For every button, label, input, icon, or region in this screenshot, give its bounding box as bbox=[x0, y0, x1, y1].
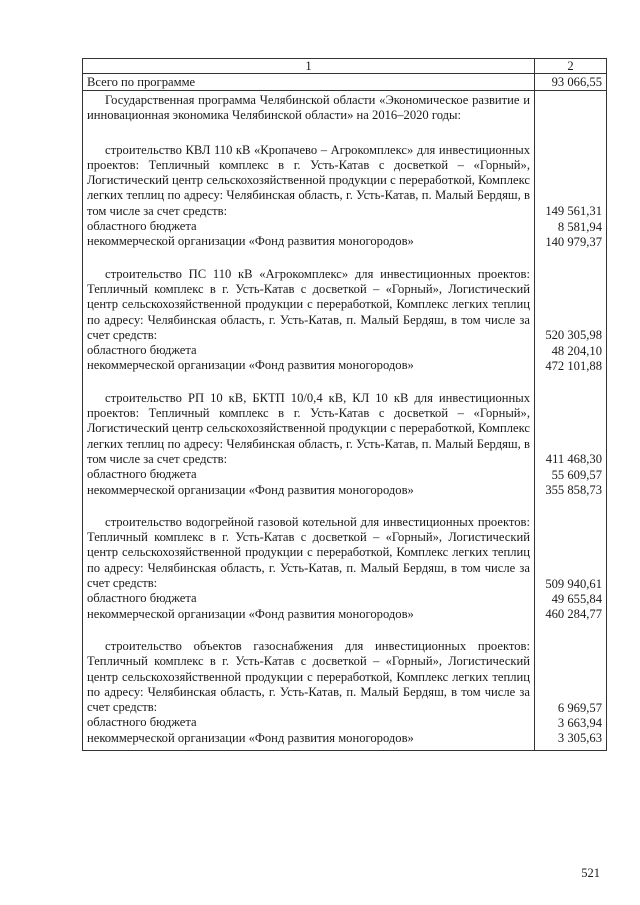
list-item bbox=[87, 143, 530, 250]
column-header-1: 1 bbox=[83, 59, 535, 74]
table-header-row bbox=[83, 59, 607, 74]
item-fund-value: 3 305,63 bbox=[557, 731, 602, 746]
item-budget-value: 8 581,94 bbox=[557, 219, 602, 234]
list-item bbox=[87, 391, 530, 498]
page-number: 521 bbox=[581, 866, 600, 880]
item-budget-value: 48 204,10 bbox=[551, 343, 602, 358]
program-values-cell bbox=[535, 91, 607, 751]
total-row bbox=[83, 74, 607, 91]
list-item bbox=[87, 515, 530, 622]
item-total-value: 411 468,30 bbox=[545, 452, 602, 467]
column-header-2: 2 bbox=[535, 59, 607, 74]
item-description: строительство КВЛ 110 кВ «Кропачево – Агрокомплекс» для инвестиционных проектов: Тепличный комплекс в г. Усть-Катав с досветкой – «Горный», Логистический центр сельскохозяйственной продукции с переработкой, Комплекс легких теплиц по адресу: Челябинская область, г. Усть-Катав, п. Малый Бердяш, в том числе за счет средств: bbox=[87, 142, 530, 218]
item-budget-label: областного бюджета bbox=[87, 219, 197, 234]
item-budget-value: 49 655,84 bbox=[551, 591, 602, 606]
program-description-cell bbox=[83, 91, 535, 751]
item-budget-label: областного бюджета bbox=[87, 467, 197, 482]
item-budget-label: областного бюджета bbox=[87, 715, 197, 730]
item-fund-value: 355 858,73 bbox=[545, 483, 602, 498]
item-fund-value: 472 101,88 bbox=[545, 358, 602, 373]
item-fund-label: некоммерческой организации «Фонд развития моногородов» bbox=[87, 606, 414, 621]
item-budget-label: областного бюджета bbox=[87, 343, 197, 358]
total-label: Всего по программе bbox=[83, 74, 535, 91]
item-description: строительство РП 10 кВ, БКТП 10/0,4 кВ, КЛ 10 кВ для инвестиционных проектов: Тепличный комплекс в г. Усть-Катав с досветкой – «Горный», Логистический центр сельскохозяйственной продукции с переработкой, Комплекс легких теплиц по адресу: Челябинская область, г. Усть-Катав, п. Малый Бердяш, в том числе за счет средств: bbox=[87, 390, 530, 466]
item-description: строительство ПС 110 кВ «Агрокомплекс» для инвестиционных проектов: Тепличный комплекс в г. Усть-Катав с досветкой – «Горный», Логистический центр сельскохозяйственной продукции с переработкой, Комплекс легких теплиц по адресу: Челябинская область, г. Усть-Катав, п. Малый Бердяш, в том числе за счет средств: bbox=[87, 266, 530, 342]
item-fund-value: 460 284,77 bbox=[545, 607, 602, 622]
item-total-value: 149 561,31 bbox=[545, 204, 602, 219]
item-fund-label: некоммерческой организации «Фонд развития моногородов» bbox=[87, 730, 414, 745]
item-budget-value: 55 609,57 bbox=[551, 467, 602, 482]
total-value: 93 066,55 bbox=[535, 74, 607, 91]
item-description: строительство объектов газоснабжения для инвестиционных проектов: Тепличный комплекс в г. Усть-Катав с досветкой – «Горный», Логистический центр сельскохозяйственной продукции с переработкой, Комплекс легких теплиц по адресу: Челябинская область, г. Усть-Катав, п. Малый Бердяш, в том числе за счет средств: bbox=[87, 638, 530, 715]
item-description: строительство водогрейной газовой котельной для инвестиционных проектов: Тепличный комплекс в г. Усть-Катав с досветкой – «Горный», Логистический центр сельскохозяйственной продукции с переработкой, Комплекс легких теплиц по адресу: Челябинская область, г. Усть-Катав, п. Малый Бердяш, в том числе за счет средств: bbox=[87, 514, 530, 591]
item-fund-value: 140 979,37 bbox=[545, 234, 602, 249]
item-budget-value: 3 663,94 bbox=[557, 715, 602, 730]
item-total-value: 6 969,57 bbox=[557, 700, 602, 715]
program-title: Государственная программа Челябинской области «Экономическое развитие и инновационная экономика Челябинской области» на 2016–2020 годы: bbox=[87, 93, 530, 123]
item-fund-label: некоммерческой организации «Фонд развития моногородов» bbox=[87, 482, 414, 497]
item-fund-label: некоммерческой организации «Фонд развития моногородов» bbox=[87, 358, 414, 373]
item-total-value: 509 940,61 bbox=[545, 576, 602, 591]
list-item bbox=[87, 639, 530, 746]
list-item bbox=[87, 267, 530, 374]
item-fund-label: некоммерческой организации «Фонд развития моногородов» bbox=[87, 234, 414, 249]
program-body-row bbox=[83, 91, 607, 751]
item-budget-label: областного бюджета bbox=[87, 591, 197, 606]
program-funding-table bbox=[82, 58, 607, 751]
item-total-value: 520 305,98 bbox=[545, 328, 602, 343]
